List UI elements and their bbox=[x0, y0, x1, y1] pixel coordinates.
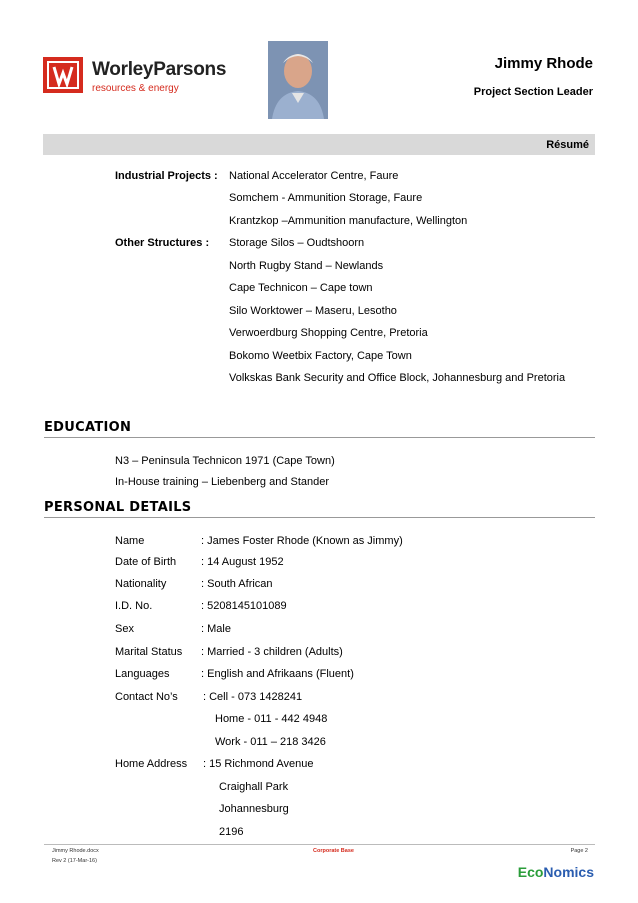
detail-label: Name bbox=[115, 535, 145, 547]
company-name: WorleyParsons bbox=[92, 59, 227, 80]
personal-details-heading: PERSONAL DETAILS bbox=[44, 500, 192, 515]
project-item: Somchem - Ammunition Storage, Faure bbox=[229, 192, 423, 204]
detail-value: : James Foster Rhode (Known as Jimmy) bbox=[201, 535, 403, 547]
project-item: Krantzkop –Ammunition manufacture, Wellington bbox=[229, 215, 468, 227]
detail-value: Johannesburg bbox=[219, 803, 289, 815]
brand-part-eco: Eco bbox=[517, 864, 544, 880]
detail-value: Work - 011 – 218 3426 bbox=[215, 736, 326, 748]
person-name: Jimmy Rhode bbox=[494, 55, 593, 72]
project-group-label: Industrial Projects : bbox=[115, 170, 218, 182]
detail-value: 2196 bbox=[219, 826, 244, 838]
section-divider bbox=[44, 517, 595, 518]
resume-label: Résumé bbox=[546, 139, 589, 151]
detail-value: : South African bbox=[201, 578, 273, 590]
detail-value: : 14 August 1952 bbox=[201, 556, 284, 568]
detail-value: : English and Afrikaans (Fluent) bbox=[201, 668, 354, 680]
section-divider bbox=[44, 437, 595, 438]
brand-part-nomics: Nomics bbox=[543, 864, 594, 880]
detail-label: Nationality bbox=[115, 578, 167, 590]
education-heading: EDUCATION bbox=[44, 420, 132, 435]
education-item: N3 – Peninsula Technicon 1971 (Cape Town) bbox=[115, 455, 335, 467]
footer-page-number: Page 2 bbox=[570, 848, 588, 854]
detail-label: Languages bbox=[115, 668, 170, 680]
footer-divider bbox=[44, 844, 595, 845]
project-item: North Rugby Stand – Newlands bbox=[229, 260, 384, 272]
economics-logo bbox=[518, 864, 594, 880]
project-item: Bokomo Weetbix Factory, Cape Town bbox=[229, 350, 412, 362]
detail-value: Craighall Park bbox=[219, 781, 289, 793]
company-tagline: resources & energy bbox=[92, 83, 179, 94]
footer-file-name: Jimmy Rhode.docx bbox=[52, 848, 99, 854]
detail-value: : Married - 3 children (Adults) bbox=[201, 646, 343, 658]
detail-value: : 5208145101089 bbox=[201, 600, 287, 612]
project-item: Volkskas Bank Security and Office Block, Johannesburg and Pretoria bbox=[229, 372, 566, 384]
detail-label: Home Address bbox=[115, 758, 188, 770]
detail-value: : Male bbox=[201, 623, 231, 635]
footer-center-text: Corporate Base bbox=[313, 848, 354, 854]
detail-label: Contact No’s bbox=[115, 691, 178, 703]
detail-label: Marital Status bbox=[115, 646, 183, 658]
project-item: Verwoerdburg Shopping Centre, Pretoria bbox=[229, 327, 428, 339]
person-title: Project Section Leader bbox=[473, 86, 593, 98]
detail-label: Sex bbox=[115, 623, 134, 635]
project-item: Silo Worktower – Maseru, Lesotho bbox=[229, 305, 397, 317]
detail-label: I.D. No. bbox=[115, 600, 153, 612]
person-photo bbox=[268, 41, 328, 119]
detail-value: : 15 Richmond Avenue bbox=[203, 758, 314, 770]
footer-revision: Rev 2 (17-Mar-16) bbox=[52, 858, 97, 864]
project-group-label: Other Structures : bbox=[115, 237, 210, 249]
detail-value: Home - 011 - 442 4948 bbox=[215, 713, 328, 725]
project-item: Storage Silos – Oudtshoorn bbox=[229, 237, 365, 249]
company-logo-icon bbox=[43, 57, 83, 93]
education-item: In-House training – Liebenberg and Stander bbox=[115, 476, 330, 488]
resume-bar bbox=[43, 134, 595, 155]
project-item: Cape Technicon – Cape town bbox=[229, 282, 373, 294]
detail-value: : Cell - 073 1428241 bbox=[203, 691, 303, 703]
detail-label: Date of Birth bbox=[115, 556, 177, 568]
project-item: National Accelerator Centre, Faure bbox=[229, 170, 399, 182]
